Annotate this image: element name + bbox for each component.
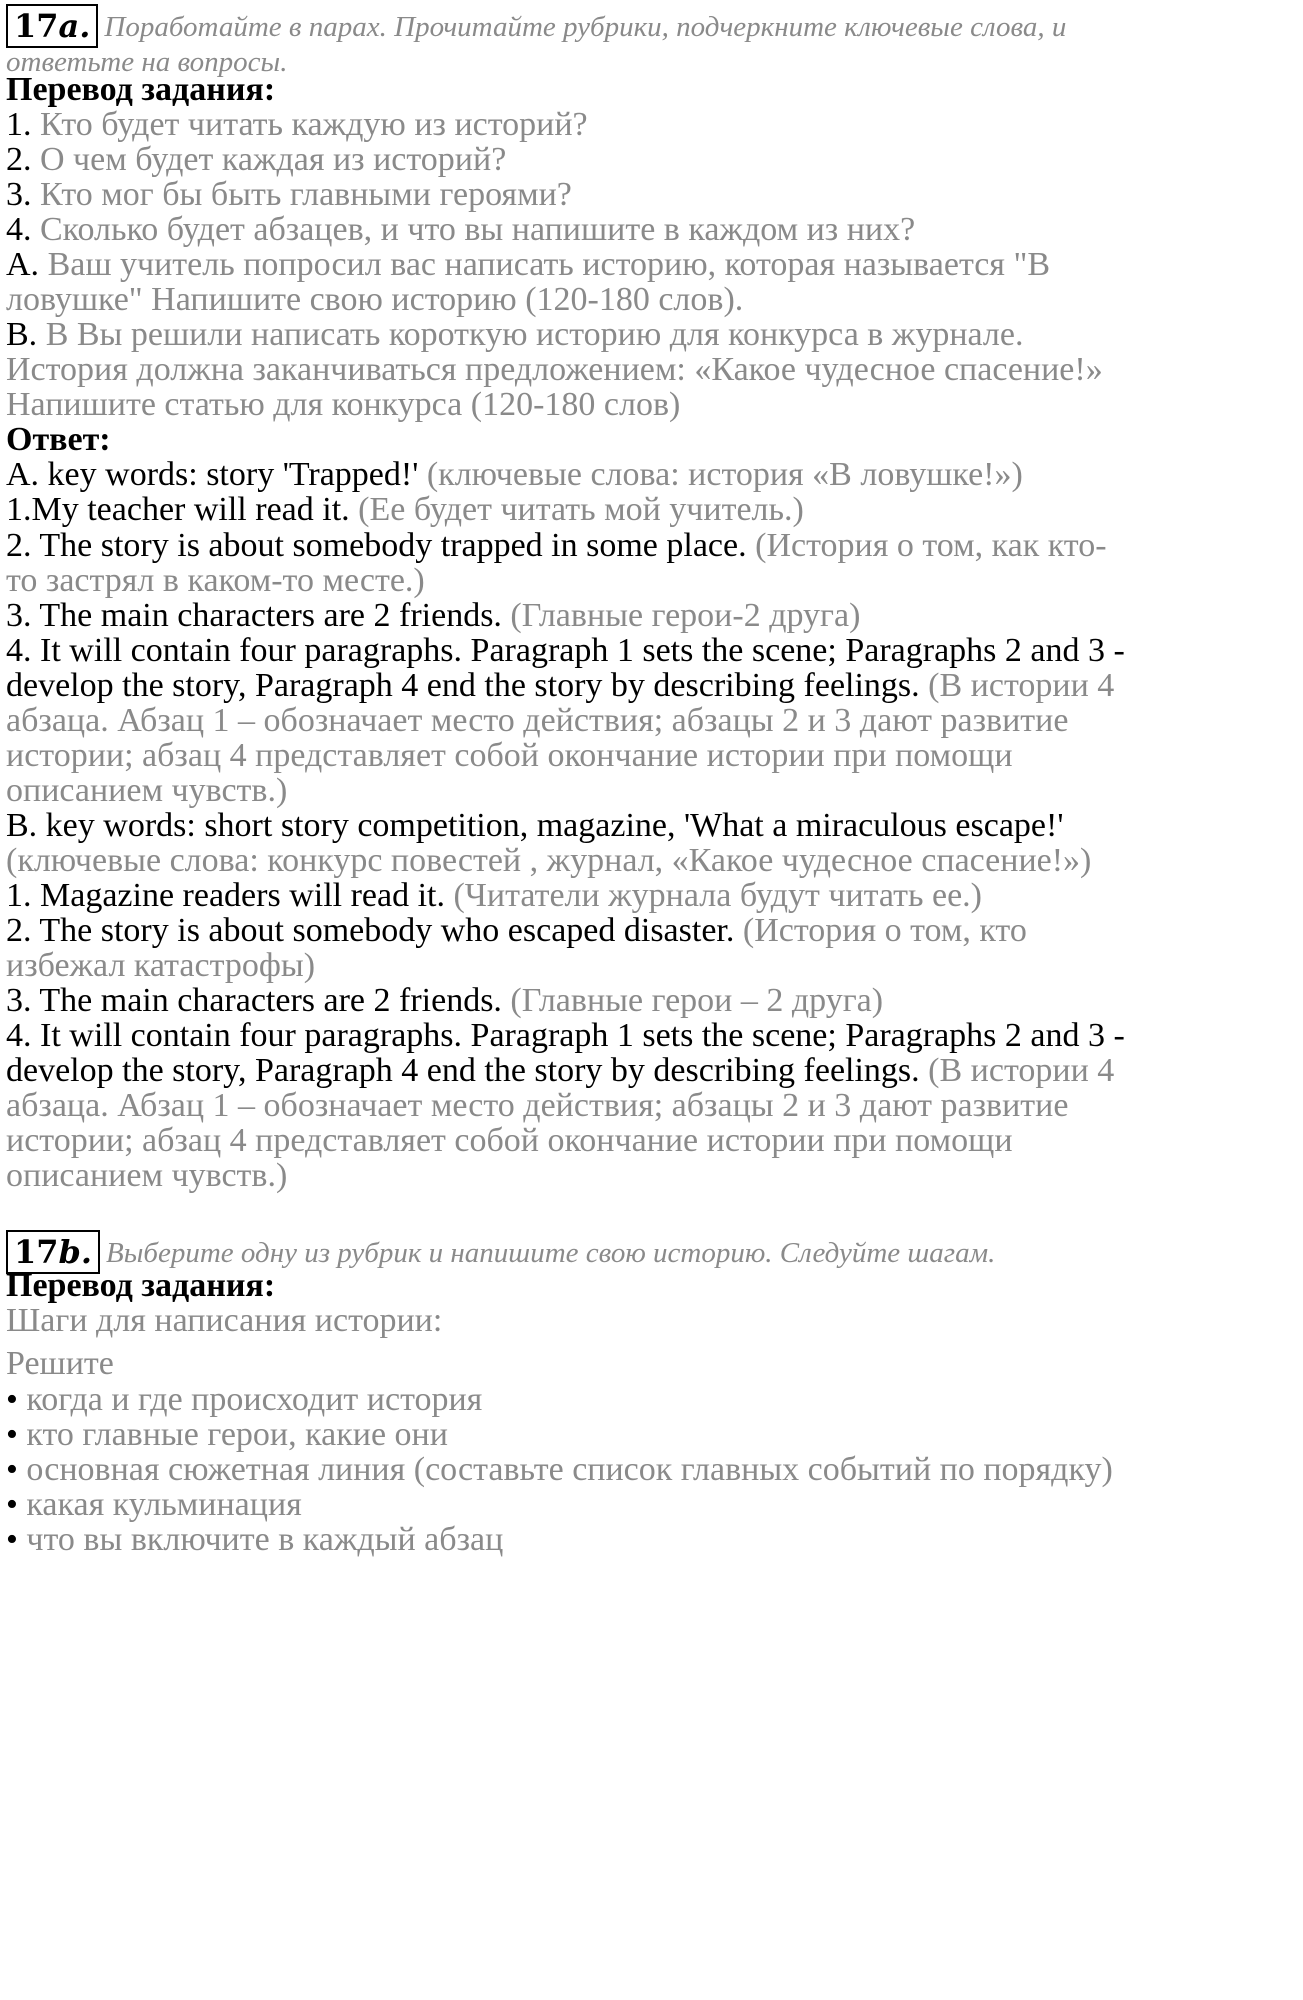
answer-a-4-ru-2: абзаца. Абзац 1 – обозначает место действия; абзацы 2 и 3 дают развитие xyxy=(6,702,1069,739)
answer-b-keywords: B. key words: short story competition, magazine, 'What a miraculous escape!' xyxy=(6,807,1064,844)
bullet-item: • какая кульминация xyxy=(6,1486,302,1523)
answer-b-4: 4. It will contain four paragraphs. Paragraph 1 sets the scene; Paragraphs 2 and 3 - xyxy=(6,1017,1125,1054)
answer-b-2: 2. The story is about somebody who escaped disaster. (История о том, кто xyxy=(6,912,1027,949)
question-1: 1. Кто будет читать каждую из историй? xyxy=(6,106,588,143)
answer-a-keywords: A. key words: story 'Trapped!' (ключевые слова: история «В ловушке!») xyxy=(6,456,1023,493)
exercise-badge-17a: 17a. xyxy=(6,4,98,48)
rubric-b: B. В Вы решили написать короткую историю для конкурса в журнале. xyxy=(6,316,1024,353)
answer-b-4-cont: develop the story, Paragraph 4 end the story by describing feelings. (В истории 4 xyxy=(6,1052,1115,1089)
answer-b-3: 3. The main characters are 2 friends. (Главные герои – 2 друга) xyxy=(6,982,884,1019)
task-instruction-17b: Выберите одну из рубрик и напишите свою историю. Следуйте шагам. xyxy=(106,1237,996,1269)
bullet-item: • кто главные герои, какие они xyxy=(6,1416,448,1453)
bullet-item: • что вы включите в каждый абзац xyxy=(6,1521,504,1558)
question-4: 4. Сколько будет абзацев, и что вы напишите в каждом из них? xyxy=(6,211,916,248)
question-3: 3. Кто мог бы быть главными героями? xyxy=(6,176,572,213)
answer-a-4-ru-4: описанием чувств.) xyxy=(6,772,288,809)
steps-title: Шаги для написания истории: xyxy=(6,1302,443,1339)
question-2: 2. О чем будет каждая из историй? xyxy=(6,141,507,178)
rubric-a: A. Ваш учитель попросил вас написать историю, которая называется "В xyxy=(6,246,1050,283)
exercise-badge-17b: 17b. xyxy=(6,1230,100,1274)
answer-a-2-cont: то застрял в каком-то месте.) xyxy=(6,562,425,599)
rubric-b-cont-2: Напишите статью для конкурса (120-180 слов) xyxy=(6,386,681,423)
bullet-item: • когда и где происходит история xyxy=(6,1381,483,1418)
rubric-b-cont-1: История должна заканчиваться предложением: «Какое чудесное спасение!» xyxy=(6,351,1103,388)
task-instruction: Поработайте в парах. Прочитайте рубрики, подчеркните ключевые слова, и xyxy=(104,11,1067,43)
decide-label: Решите xyxy=(6,1345,114,1382)
answer-a-3: 3. The main characters are 2 friends. (Главные герои-2 друга) xyxy=(6,597,861,634)
answer-heading: Ответ: xyxy=(6,421,111,458)
answer-a-2: 2. The story is about somebody trapped in some place. (История о том, как кто- xyxy=(6,527,1107,564)
answer-a-4: 4. It will contain four paragraphs. Paragraph 1 sets the scene; Paragraphs 2 and 3 - xyxy=(6,632,1125,669)
answer-b-keywords-ru: (ключевые слова: конкурс повестей , журнал, «Какое чудесное спасение!») xyxy=(6,842,1092,879)
answer-a-1: 1.My teacher will read it. (Ее будет читать мой учитель.) xyxy=(6,491,804,528)
task-instruction-cont: ответьте на вопросы. xyxy=(6,46,288,78)
rubric-a-cont: ловушке" Напишите свою историю (120-180 слов). xyxy=(6,281,744,318)
answer-b-4-ru-4: описанием чувств.) xyxy=(6,1157,288,1194)
bullet-item: • основная сюжетная линия (составьте список главных событий по порядку) xyxy=(6,1451,1113,1488)
answer-b-2-cont: избежал катастрофы) xyxy=(6,947,316,984)
translation-heading: Перевод задания: xyxy=(6,71,276,108)
answer-a-4-cont: develop the story, Paragraph 4 end the story by describing feelings. (В истории 4 xyxy=(6,667,1115,704)
answer-b-4-ru-2: абзаца. Абзац 1 – обозначает место действия; абзацы 2 и 3 дают развитие xyxy=(6,1087,1069,1124)
translation-heading-17b: Перевод задания: xyxy=(6,1267,276,1304)
answer-b-4-ru-3: истории; абзац 4 представляет собой окончание истории при помощи xyxy=(6,1122,1013,1159)
answer-a-4-ru-3: истории; абзац 4 представляет собой окончание истории при помощи xyxy=(6,737,1013,774)
answer-b-1: 1. Magazine readers will read it. (Читатели журнала будут читать ее.) xyxy=(6,877,982,914)
